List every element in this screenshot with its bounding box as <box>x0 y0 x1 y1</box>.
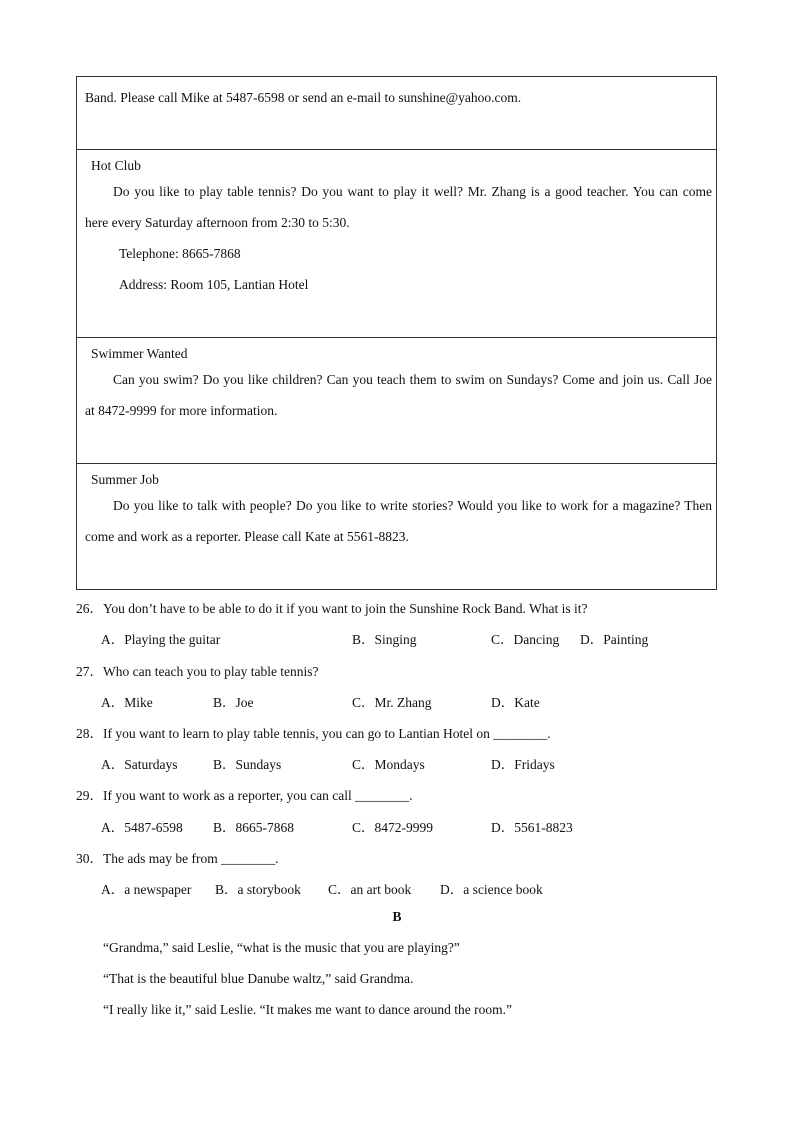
option-c: C．Dancing <box>491 632 560 647</box>
ad-swimmer-wanted <box>77 338 716 464</box>
question-stem: 28．If you want to learn to play table tennis, you can go to Lantian Hotel on ________. <box>76 726 551 741</box>
option-d: D．a science book <box>440 882 543 897</box>
option-c: C．an art book <box>328 882 412 897</box>
ad-band <box>77 77 716 150</box>
question-stem: 29．If you want to work as a reporter, you can call ________. <box>76 788 413 803</box>
option-c: C．Mr. Zhang <box>352 695 432 710</box>
option-b: B．Sundays <box>213 757 282 772</box>
ad-body-line: come and work as a reporter. Please call Kate at 5561-8823. <box>85 529 409 544</box>
passage-paragraph: “I really like it,” said Leslie. “It makes me want to dance around the room.” <box>103 1002 512 1017</box>
passage-paragraph: “That is the beautiful blue Danube waltz,” said Grandma. <box>103 971 414 986</box>
ad-title: Summer Job <box>91 472 159 487</box>
ad-body-line: at 8472-9999 for more information. <box>85 403 278 418</box>
question-stem: 30．The ads may be from ________. <box>76 851 279 866</box>
section-heading: B <box>392 909 402 924</box>
option-d: D．Fridays <box>491 757 555 772</box>
option-a: A．5487-6598 <box>101 820 183 835</box>
ad-body-line: Do you like to talk with people? Do you like to write stories? Would you like to work for a magazine? Then <box>113 498 712 513</box>
option-d: D．5561-8823 <box>491 820 573 835</box>
option-a: A．a newspaper <box>101 882 192 897</box>
ads-table <box>76 76 717 590</box>
ad-summer-job <box>77 464 716 589</box>
option-a: A．Mike <box>101 695 153 710</box>
option-c: C．Mondays <box>352 757 425 772</box>
ad-address: Address: Room 105, Lantian Hotel <box>119 277 309 292</box>
option-d: D．Painting <box>580 632 649 647</box>
ad-body-line: here every Saturday afternoon from 2:30 to 5:30. <box>85 215 350 230</box>
ad-telephone: Telephone: 8665-7868 <box>119 246 241 261</box>
option-c: C．8472-9999 <box>352 820 433 835</box>
option-b: B．a storybook <box>215 882 301 897</box>
question-stem: 26．You don’t have to be able to do it if you want to join the Sunshine Rock Band. What is it? <box>76 601 588 616</box>
option-d: D．Kate <box>491 695 540 710</box>
ad-hot-club <box>77 150 716 338</box>
passage-paragraph: “Grandma,” said Leslie, “what is the music that you are playing?” <box>103 940 460 955</box>
ad-title: Swimmer Wanted <box>91 346 188 361</box>
ad-band-text: Band. Please call Mike at 5487-6598 or send an e-mail to sunshine@yahoo.com. <box>85 90 522 105</box>
option-b: B．8665-7868 <box>213 820 294 835</box>
option-b: B．Joe <box>213 695 254 710</box>
option-a: A．Saturdays <box>101 757 178 772</box>
ad-body-line: Do you like to play table tennis? Do you want to play it well? Mr. Zhang is a good teacher. You can come <box>113 184 712 199</box>
option-a: A．Playing the guitar <box>101 632 221 647</box>
option-b: B．Singing <box>352 632 417 647</box>
question-stem: 27．Who can teach you to play table tennis? <box>76 664 319 679</box>
ad-title: Hot Club <box>91 158 141 173</box>
ad-body-line: Can you swim? Do you like children? Can you teach them to swim on Sundays? Come and join us. Call Joe <box>113 372 712 387</box>
